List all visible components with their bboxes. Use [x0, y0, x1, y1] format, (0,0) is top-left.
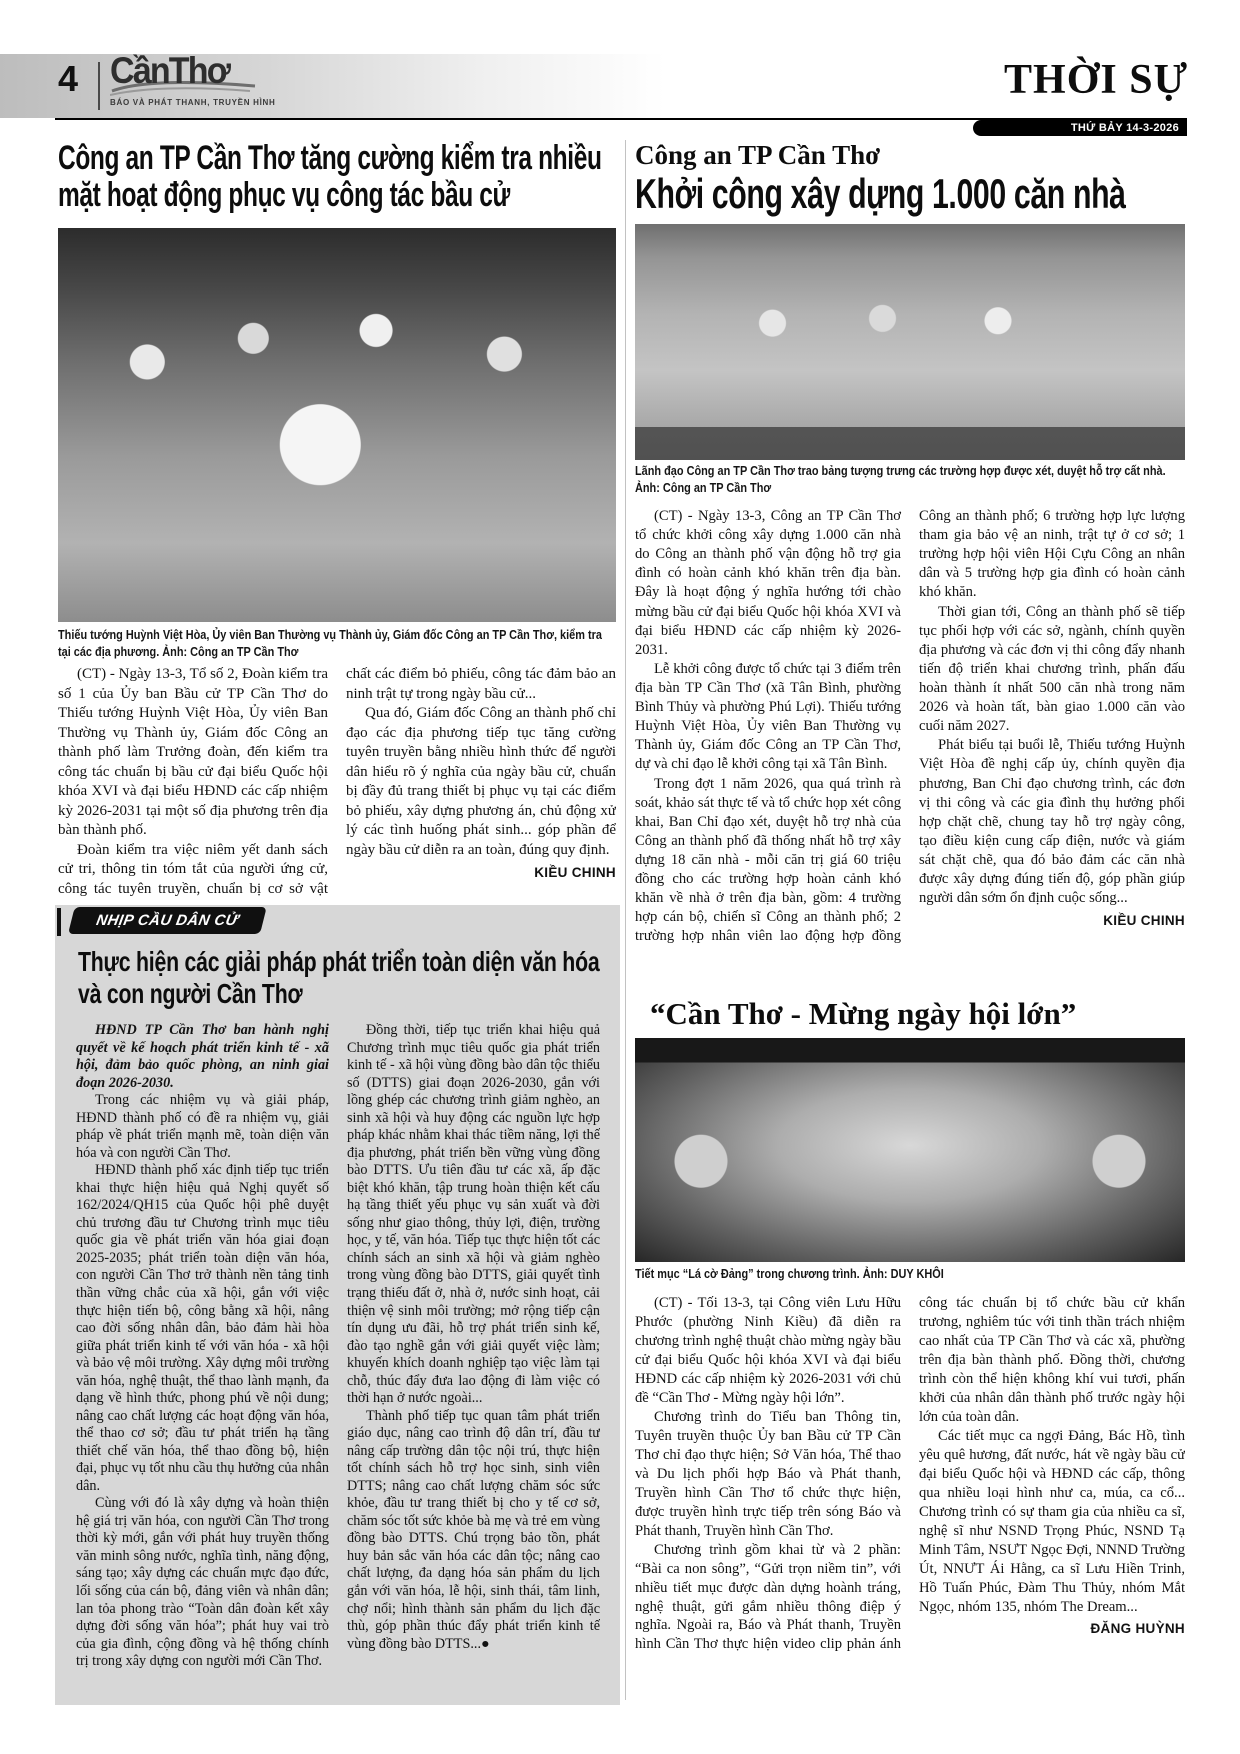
headline-culture-development: Thực hiện các giải pháp phát triển toàn diện văn hóa và con người Cần Thơ — [78, 946, 600, 1009]
paragraph: Các tiết mục ca ngợi Đảng, Bác Hồ, tình yêu quê hương, đất nước, hát về ngày bầu cử đại biểu Quốc hội và HĐND các cấp, thông qua nhiều loại hình như ca, múa, ca cổ... Chương trình có sự tham gia của nhiều ca sĩ, nghệ sĩ như NSND Trọng Phúc, NSND Tạ Minh Tâm, NSƯT Ngọc Đợi, NNND Trường Út, NNƯT Ái Hằng, ca sĩ Lưu Hiền Trinh, Hồ Tuấn Phúc, Đàm Thu Thủy, nhóm Mắt Ngọc, nhóm 135, nhóm The Dream... — [919, 1427, 1185, 1615]
byline-author: KIỀU CHINH — [534, 865, 616, 880]
brand-tagline: BÁO VÀ PHÁT THANH, TRUYỀN HÌNH — [110, 98, 276, 107]
brand-logo-text: CầnThơ — [110, 50, 230, 91]
paragraph: Trong đợt 1 năm 2026, qua quá trình rà soát, khảo sát thực tế và tổ chức họp xét công khai, Ban Chỉ đạo xét, duyệt hỗ trợ nhà của Công an thành phố đã thống nhất hỗ trợ xây dựng 18 căn nhà - mỗi căn trị giá 60 triệu đồng cho các trường hợp hoàn cảnh khó khăn về nhà ở trên địa bàn, gồm: 4 trường hợp cán bộ, chiến sĩ Công an thành phố; 2 trường hợp nhân viên lao động hợp đồng Công an thành phố; 6 trường hợp lực lượng tham gia bảo vệ an ninh, trật tự ở cơ sở; 1 trường hợp hội viên Hội Cựu Công an nhân dân và 5 trường hợp gia đình có hoàn cảnh khó khăn. — [635, 508, 1185, 945]
date-badge: THỨ BẢY 14-3-2026 — [973, 120, 1187, 136]
caption-election-inspection: Thiếu tướng Huỳnh Việt Hòa, Ủy viên Ban Thường vụ Thành ủy, Giám đốc Công an TP Cần Thơ, kiểm tra tại các địa phương. Ảnh: Công an TP Cần Thơ — [58, 627, 602, 659]
paragraph: (CT) - Ngày 13-3, Tổ số 2, Đoàn kiểm tra số 1 của Ủy ban Bầu cử TP Cần Thơ do Thiếu tướng Huỳnh Việt Hòa, Ủy viên Ban Thường vụ Thành ủy, Giám đốc Công an thành phố làm Trưởng đoàn, đến kiểm tra công tác chuẩn bị bầu cử đại biểu Quốc hội khóa XVI và đại biểu HĐND các cấp nhiệm kỳ 2026-2031 tại một số địa phương trên địa bàn thành phố. — [58, 666, 328, 838]
byline-author: KIỀU CHINH — [1103, 913, 1185, 929]
paragraph: Thời gian tới, Công an thành phố sẽ tiếp tục phối hợp với các sở, ngành, chính quyền địa phương và các đơn vị thi công đẩy nhanh tiến độ triển khai chương trình, phấn đấu hoàn thành ít nhất 500 căn nhà trong năm 2026 và hoàn tất, bàn giao 1.000 căn vào cuối năm 2027. — [919, 603, 1185, 735]
section-tag-label: NHỊP CẦU DÂN CỬ — [94, 912, 240, 929]
section-tag-nhip-cau-dan-cu — [68, 907, 267, 934]
photo-housing-groundbreaking — [635, 224, 1185, 460]
photo-election-inspection — [58, 228, 616, 622]
page-number: 4 — [58, 58, 79, 99]
paragraph: Phát biểu tại buổi lễ, Thiếu tướng Huỳnh Việt Hòa đề nghị cấp ủy, chính quyền địa phương, Ban Chỉ đạo chương trình, các đơn vị thi công và các gia đình thụ hưởng phối hợp chặt chẽ, chung tay hỗ trợ ngày công, tạo điều kiện cung cấp điện, nước và giám sát chặt chẽ, qua đó bảo đảm các căn nhà được xây dựng đúng tiến độ, góp phần giúp người dân sớm ổn định cuộc sống... — [919, 737, 1185, 907]
paragraph: Qua đó, Giám đốc Công an thành phố chỉ đạo các địa phương tiếp tục tăng cường tuyên truyền bằng nhiều hình thức để người dân hiểu rõ ý nghĩa của ngày bầu cử, chuẩn bị đầy đủ trang thiết bị phục vụ tại các điểm bỏ phiếu, xây dựng phương án, chủ động xử lý các tình huống phát sinh... góp phần để ngày bầu cử diễn ra an toàn, đúng quy định. — [346, 705, 616, 858]
article-body-festival-concert — [635, 1294, 1185, 1698]
headline-election-inspection: Công an TP Cần Thơ tăng cường kiểm tra nhiều mặt hoạt động phục vụ công tác bầu cử — [58, 139, 602, 215]
caption-housing-groundbreaking: Lãnh đạo Công an TP Cần Thơ trao bảng tượng trưng các trường hợp được xét, duyệt hỗ trợ cất nhà. Ảnh: Công an TP Cần Thơ — [635, 463, 1166, 495]
paragraph: Đoàn kiểm tra việc niêm yết danh sách cử tri, thông tin tóm tắt của người ứng cử, công tác tuyên truyền, chuẩn bị cơ sở vật chất các điểm bỏ phiếu, công tác đảm bảo an ninh trật tự trong ngày bầu cử... — [58, 666, 616, 897]
paragraph: HĐND thành phố xác định tiếp tục triển khai thực hiện hiệu quả Nghị quyết số 162/2024/QH15 của Quốc hội phê duyệt chủ trương đầu tư Chương trình mục tiêu quốc gia về phát triển văn hóa giai đoạn 2025-2035; phát triển toàn diện văn hóa, con người Cần Thơ trở thành nền tảng tinh thần vững chắc của xã hội, gắn với việc thực hiện tiến bộ, công bằng xã hội, nâng cao đời sống nhân dân, bảo đảm hài hòa giữa phát triển kinh tế với văn hóa - xã hội và bảo vệ môi trường. Xây dựng môi trường văn hóa, nghệ thuật, thể thao lành mạnh, đa dạng về hình thức, phong phú về nội dung; nâng cao chất lượng các hoạt động văn hóa, thể thao cơ sở; đầu tư phát triển hạ tầng thiết chế văn hóa, thể thao đồng bộ, hiện đại, phục vụ tốt nhu cầu thụ hưởng của nhân dân. — [76, 1162, 329, 1494]
paragraph: (CT) - Ngày 13-3, Công an TP Cần Thơ tổ chức khởi công xây dựng 1.000 căn nhà do Công an thành phố vận động hỗ trợ gia đình có hoàn cảnh khó khăn trên địa bàn. Đây là hoạt động ý nghĩa hướng tới chào mừng bầu cử đại biểu Quốc hội khóa XVI và đại biểu HĐND các cấp nhiệm kỳ 2026-2031. — [635, 508, 901, 658]
kicker-housing-article: Công an TP Cần Thơ — [635, 140, 881, 170]
article-body-culture-development — [76, 1022, 600, 1696]
paragraph: Chương trình do Tiểu ban Thông tin, Tuyên truyền thuộc Ủy ban Bầu cử TP Cần Thơ chỉ đạo thực hiện; Sở Văn hóa, Thể thao và Du lịch phối hợp Báo và Phát thanh, Truyền hình Cần Thơ tổ chức thực hiện, được truyền hình trực tiếp trên sóng Báo và Phát thanh, Truyền hình Cần Thơ. — [635, 1408, 901, 1539]
paragraph: (CT) - Tối 13-3, tại Công viên Lưu Hữu Phước (phường Ninh Kiều) đã diễn ra chương trình nghệ thuật chào mừng ngày bầu cử đại biểu Quốc hội khóa XVI và đại biểu HĐND các cấp nhiệm kỳ 2026-2031 với chủ đề “Cần Thơ - Mừng ngày hội lớn”. — [635, 1295, 901, 1406]
paragraph: Chương trình gồm khai từ và 2 phần: “Bài ca non sông”, “Gửi trọn niềm tin”, với nhiều tiết mục được dàn dựng hoành tráng, nghệ thuật, gửi gắm nhiều thông điệp ý nghĩa. Ngoài ra, Báo và Phát thanh, Truyền hình Cần Thơ thực hiện video clip phản ánh công tác chuẩn bị tổ chức bầu cử khẩn trương, nghiêm túc với tinh thần trách nhiệm cao nhất của TP Cần Thơ và các xã, phường trên địa bàn thành phố. Đồng thời, chương trình còn thể hiện không khí vui tươi, phấn khởi của nhân dân thành phố trước ngày hội lớn của toàn dân. — [635, 1295, 1185, 1653]
brand-logo — [110, 52, 275, 107]
section-tag-edge-bar — [57, 908, 61, 936]
header-divider — [98, 62, 100, 110]
article-body-housing-groundbreaking — [635, 507, 1185, 993]
photo-festival-concert — [635, 1038, 1185, 1262]
column-divider-rule — [625, 140, 626, 1700]
headline-festival-concert: “Cần Thơ - Mừng ngày hội lớn” — [650, 996, 1077, 1031]
lead-paragraph: HĐND TP Cần Thơ ban hành nghị quyết về kế hoạch phát triển kinh tế - xã hội, đảm bảo quốc phòng, an ninh giai đoạn 2026-2030. — [76, 1022, 329, 1091]
paragraph: Lễ khởi công được tổ chức tại 3 điểm trên địa bàn TP Cần Thơ (xã Tân Bình, phường Bình Thủy và phường Phú Lợi). Thiếu tướng Huỳnh Việt Hòa, Ủy viên Ban Thường vụ Thành ủy, Giám đốc Công an TP Cần Thơ, dự và chỉ đạo lễ khởi công tại xã Tân Bình. — [635, 660, 901, 773]
caption-festival-concert: Tiết mục “Lá cờ Đảng” trong chương trình. Ảnh: DUY KHÔI — [635, 1266, 944, 1281]
article-body-election-inspection — [58, 665, 616, 903]
byline-author: ĐĂNG HUỲNH — [1090, 1621, 1185, 1637]
paragraph: Cùng với đó là xây dựng và hoàn thiện hệ giá trị văn hóa, con người Cần Thơ trong thời kỳ mới, gắn với phát huy truyền thống văn minh sông nước, nghĩa tình, năng động, sáng tạo; xây dựng các chuẩn mực đạo đức, lối sống của cán bộ, đảng viên và nhân dân; lan tỏa phong trào “Toàn dân đoàn kết xây dựng đời sống văn hóa”; phát huy vai trò của gia đình, cộng đồng và hệ thống chính trị trong xây dựng con người mới Cần Thơ. — [76, 1495, 329, 1670]
paragraph: Trong các nhiệm vụ và giải pháp, HĐND thành phố có đề ra nhiệm vụ, giải pháp về phát triển mạnh mẽ, toàn diện văn hóa và con người Cần Thơ. — [76, 1092, 329, 1161]
section-title: THỜI SỰ — [1004, 57, 1188, 103]
headline-housing-groundbreaking: Khởi công xây dựng 1.000 căn nhà — [635, 170, 1126, 217]
paragraph: Thành phố tiếp tục quan tâm phát triển giáo dục, nâng cao trình độ dân trí, đầu tư nâng cấp trường dân tộc nội trú, thực hiện tốt chính sách hỗ trợ học sinh, sinh viên DTTS; nâng cao chất lượng chăm sóc sức khỏe, đầu tư trang thiết bị cho y tế cơ sở, chăm sóc tốt sức khỏe bà mẹ và trẻ em vùng đồng bào DTTS. Chú trọng bảo tồn, phát huy bản sắc văn hóa các dân tộc; nâng cao chất lượng, đa dạng hóa sản phẩm du lịch gắn với văn hóa, lễ hội, sinh thái, tâm linh, chợ nổi; hình thành sản phẩm du lịch đặc thù, góp phần thúc đẩy phát triển kinh tế vùng đồng bào DTTS...● — [347, 1407, 600, 1652]
paragraph: Đồng thời, tiếp tục triển khai hiệu quả Chương trình mục tiêu quốc gia phát triển kinh tế - xã hội vùng đồng bào dân tộc thiểu số (DTTS) giai đoạn 2026-2030, gắn với lồng ghép các chương trình giảm nghèo, an sinh xã hội và huy động các nguồn lực hợp pháp khác nhằm khai thác tiềm năng, lợi thế địa phương, phát triển bền vững vùng đồng bào DTTS. Ưu tiên đầu tư các xã, ấp đặc biệt khó khăn, tập trung hoàn thiện kết cấu hạ tầng thiết yếu phục vụ sản xuất và đời sống như giao thông, thủy lợi, điện, trường học, y tế, văn hóa. Tiếp tục thực hiện tốt các chính sách an sinh xã hội và giảm nghèo trong vùng đồng bào DTTS, giải quyết tình trạng thiếu đất ở, nhà ở, nước sinh hoạt, cải thiện vệ sinh môi trường; mở rộng tiếp cận tín dụng ưu đãi, hỗ trợ phát triển sinh kế, đào tạo nghề gắn với giải quyết việc làm; khuyến khích doanh nghiệp tạo việc làm tại chỗ, thúc đẩy đưa lao động đi làm việc có thời hạn ở nước ngoài... — [347, 1022, 600, 1407]
